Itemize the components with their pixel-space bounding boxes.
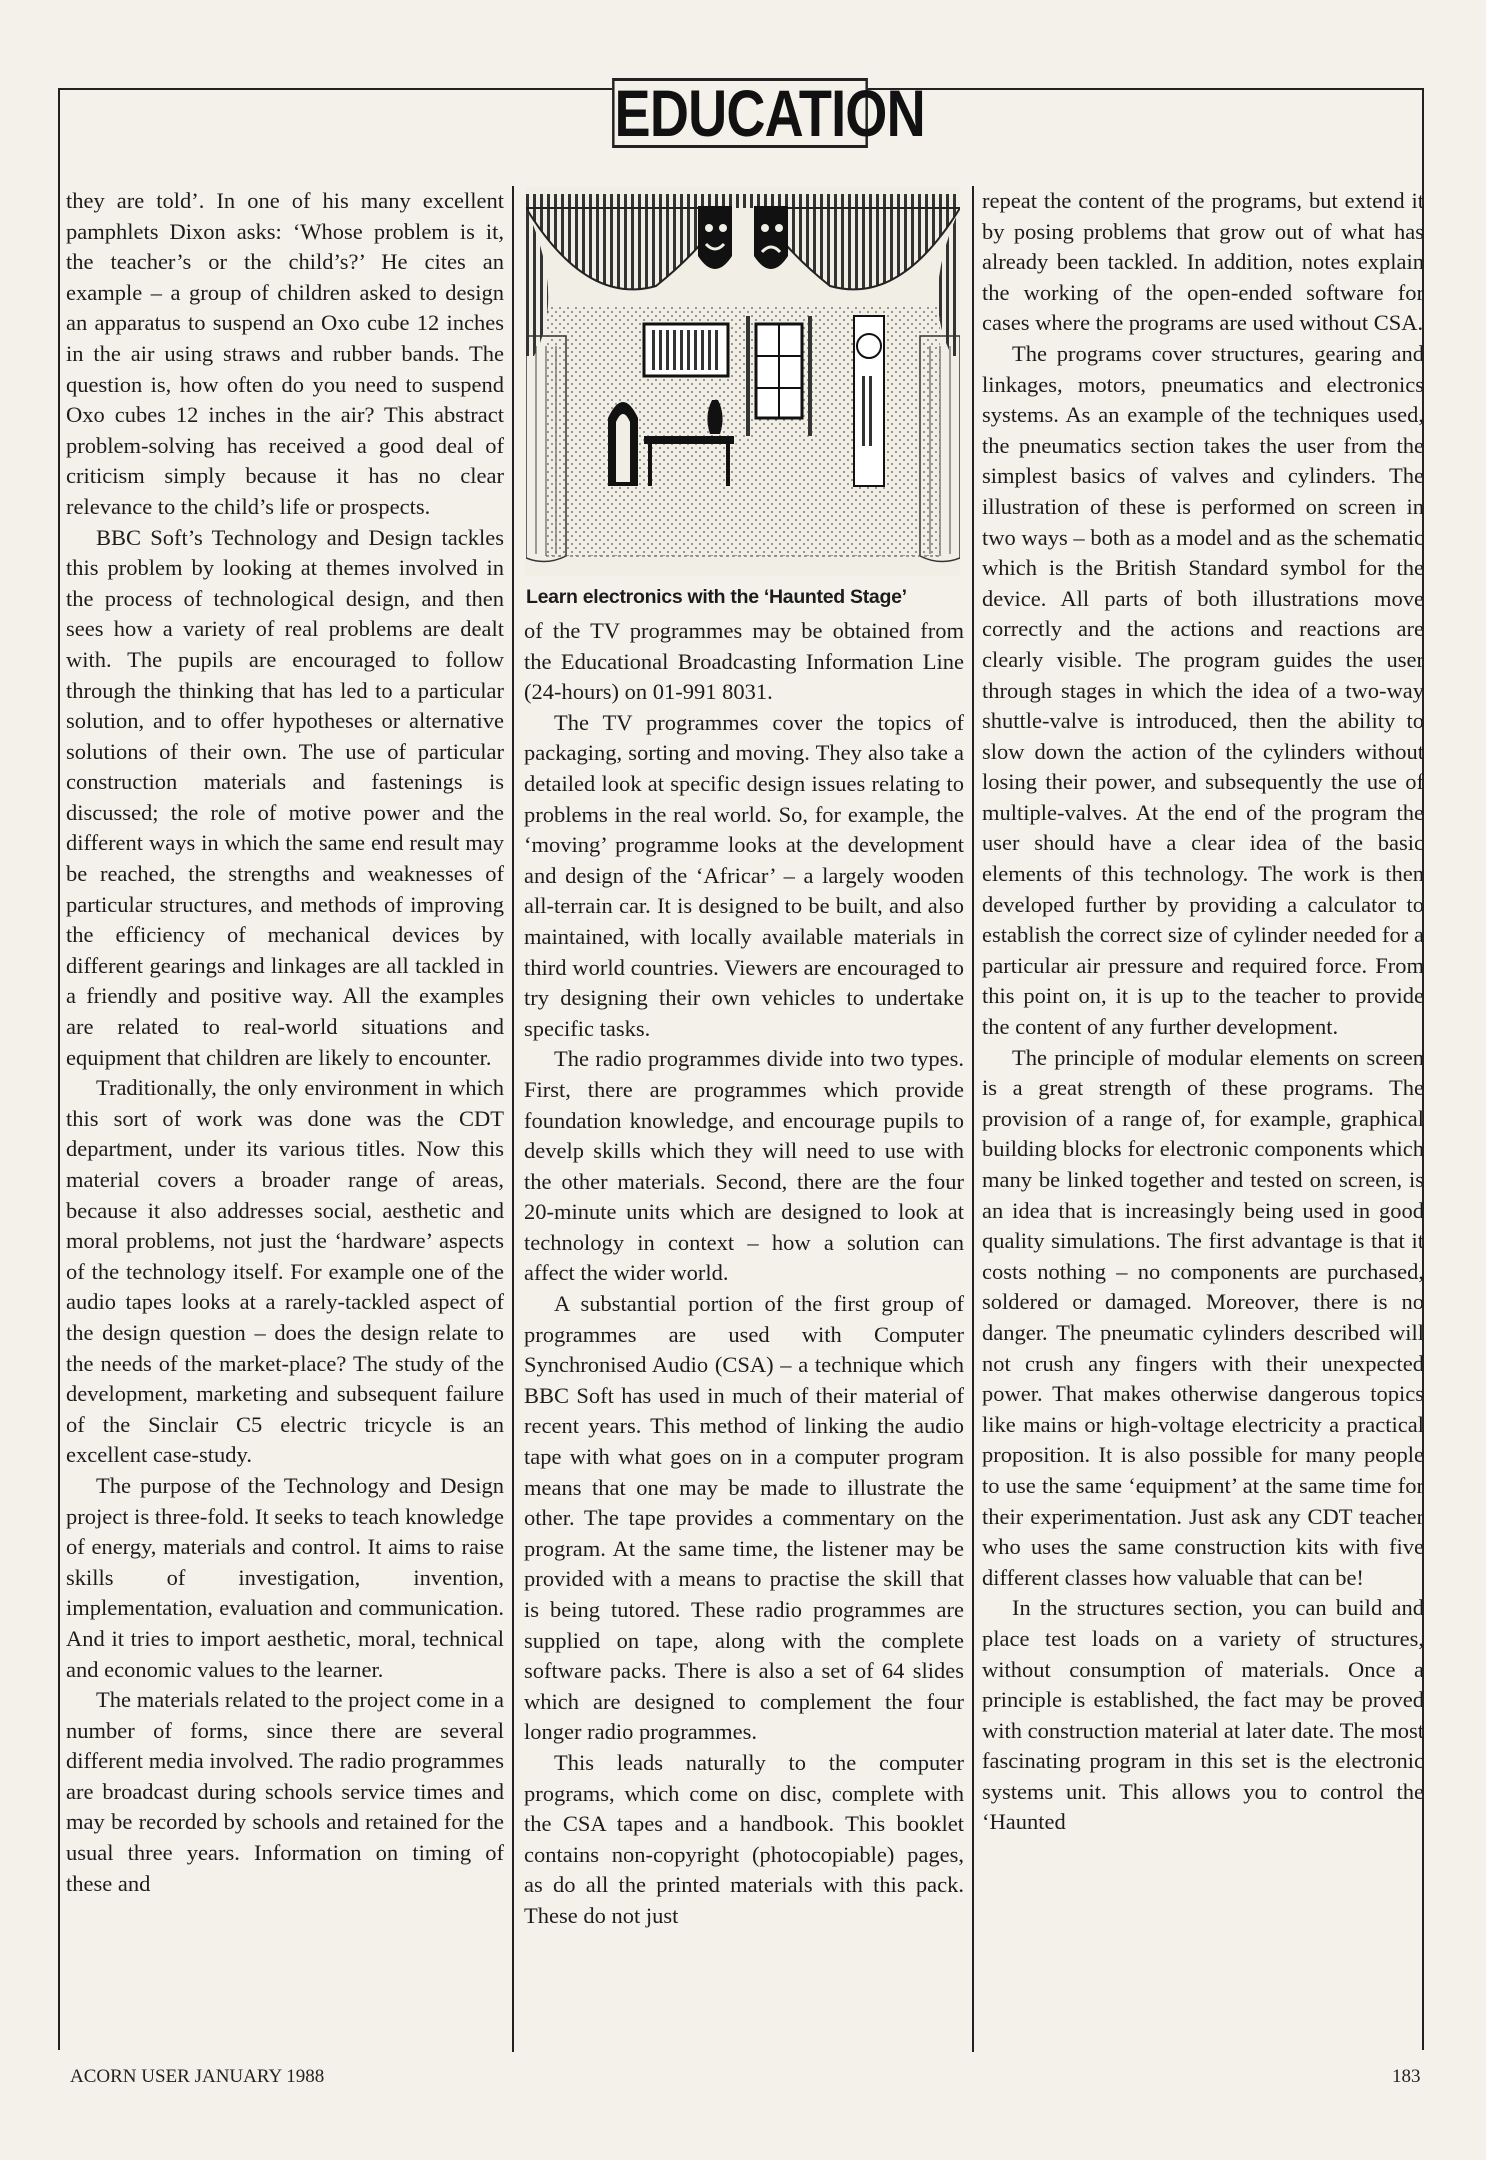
haunted-stage-image — [526, 186, 960, 576]
paragraph: The principle of modular elements on screen is a great strength of these programs. The provision of a range of, for example, graphical building blocks for electronic components which many be linked together and tested on screen, is an idea that is increasingly being used in good quality simulations. The first advantage is that it costs nothing – no components are purchased, soldered or damaged. Moreover, there is no danger. The pneumatic cylinders described will not crush any fingers with their unexpected power. That makes otherwise dangerous topics like mains or high-voltage electricity a practical proposition. It is also possible for many people to use the same ‘equipment’ at the same time for their experimentation. Just ask any CDT teacher who uses the same construction kits with five different classes how valuable that can be! — [982, 1044, 1424, 1590]
paragraph: The programs cover structures, gearing and linkages, motors, pneumatics and electronics systems. As an example of the techniques used, the pneumatics section takes the user from the simplest basics of valves and cylinders. The illustration of these is performed on screen in two ways – both as a model and as the schematic which is the British Standard symbol for the device. All parts of both illustrations move correctly and the actions and reactions are clearly visible. The program guides the user through stages in which the idea of a two-way shuttle-valve is introduced, then the ability to slow down the action of the cylinders without losing their power, and subsequently the use of multiple-valves. At the end of the program the user should have a clear idea of the basic elements of this technology. The work is then developed further by providing a calculator to establish the correct size of cylinder needed for a particular air pressure and required force. From this point on, it is up to the teacher to provide the content of any further development. — [982, 340, 1424, 1040]
paragraph: of the TV programmes may be obtained from the Educational Broadcasting Information Line (24-hours) on 01-991 8031. — [524, 618, 964, 705]
section-title: EDUCATION — [612, 78, 868, 148]
paragraph: repeat the content of the programs, but extend it by posing problems that grow out of what has already been tackled. In addition, notes explain the working of the open-ended software for cases where the programs are used without CSA. — [982, 188, 1424, 336]
column-divider — [972, 186, 974, 2052]
paragraph: The purpose of the Technology and Design project is three-fold. It seeks to teach knowledge of energy, materials and control. It aims to raise skills of investigation, invention, implementation, evaluation and communication. And it tries to import aesthetic, moral, technical and economic values to the learner. — [66, 1472, 504, 1682]
column-divider — [512, 186, 514, 2052]
paragraph: BBC Soft’s Technology and Design tackles this problem by looking at themes involved in the process of technological design, and then sees how a variety of real problems are dealt with. The pupils are encouraged to follow through the thinking that has led to a particular solution, and to offer hypotheses or alternative solutions of their own. The use of particular construction materials and fastenings is discussed; the role of motive power and the different ways in which the same end result may be reached, the strengths and weaknesses of particular structures, and methods of improving the efficiency of mechanical devices by different gearings and linkages are all tackled in a friendly and positive way. All the examples are related to real-world situations and equipment that children are likely to encounter. — [66, 524, 504, 1070]
haunted-stage-illustration — [526, 186, 960, 610]
paragraph: A substantial portion of the first group of programmes are used with Computer Synchronised Audio (CSA) – a technique which BBC Soft has used in much of their material of recent years. This method of linking the audio tape with what goes on in a computer program means that one may be made to illustrate the other. The tape provides a commentary on the program. At the same time, the listener may be provided with a means to practise the skill that is being tutored. These radio programmes are supplied on tape, along with the complete software packs. There is also a set of 64 slides which are designed to complement the four longer radio programmes. — [524, 1291, 964, 1745]
figure-caption: Learn electronics with the ‘Haunted Stage’ — [526, 586, 907, 608]
left-border-rule — [58, 88, 60, 2050]
paragraph: This leads naturally to the computer programs, which come on disc, complete with the CSA tapes and a handbook. This booklet contains non-copyright (photocopiable) pages, as do all the printed materials with this pack. These do not just — [524, 1749, 964, 1928]
article-column-1 — [66, 186, 504, 1899]
article-column-2 — [524, 186, 964, 1932]
paragraph: The TV programmes cover the topics of packaging, sorting and moving. They also take a detailed look at specific design issues relating to problems in the real world. So, for example, the ‘moving’ programme looks at the development and design of the ‘Africar’ – a largely wooden all-terrain car. It is designed to be built, and also maintained, with locally available materials in third world countries. Viewers are encouraged to try designing their own vehicles to undertake specific tasks. — [524, 709, 964, 1041]
magazine-issue-footer: ACORN USER JANUARY 1988 — [70, 2066, 325, 2087]
paragraph: The radio programmes divide into two types. First, there are programmes which provide foundation knowledge, and encourage pupils to develp skills which they will need to use with the other materials. Second, there are the four 20-minute units which are designed to look at technology in context – how a solution can affect the wider world. — [524, 1046, 964, 1286]
paragraph: In the structures section, you can build and place test loads on a variety of structures, without consumption of materials. Once a principle is established, the fact may be proved with construction material at later date. The most fascinating program in this set is the electronic systems unit. This allows you to control the ‘Haunted — [982, 1595, 1424, 1835]
paragraph: The materials related to the project come in a number of forms, since there are several different media involved. The radio programmes are broadcast during schools service times and may be recorded by schools and retained for the usual three years. Information on timing of these and — [66, 1687, 504, 1896]
article-column-3 — [982, 186, 1424, 1838]
paragraph: they are told’. In one of his many excellent pamphlets Dixon asks: ‘Whose problem is it, the teacher’s or the child’s?’ He cites an example – a group of children asked to design an apparatus to suspend an Oxo cube 12 inches in the air using straws and rubber bands. The question is, how often do you need to suspend Oxo cubes 12 inches in the air? This abstract problem-solving has received a good deal of criticism simply because it has no clear relevance to the child’s life or prospects. — [66, 188, 504, 519]
paragraph: Traditionally, the only environment in which this sort of work was done was the CDT department, under its various titles. Now this material covers a broader range of areas, because it also addresses social, aesthetic and moral problems, not just the ‘hardware’ aspects of the technology itself. For example one of the audio tapes looks at a rarely-tackled aspect of the design question – does the design relate to the needs of the market-place? The study of the development, marketing and subsequent failure of the Sinclair C5 electric tricycle is an excellent case-study. — [66, 1075, 504, 1468]
page-number: 183 — [1392, 2066, 1421, 2087]
